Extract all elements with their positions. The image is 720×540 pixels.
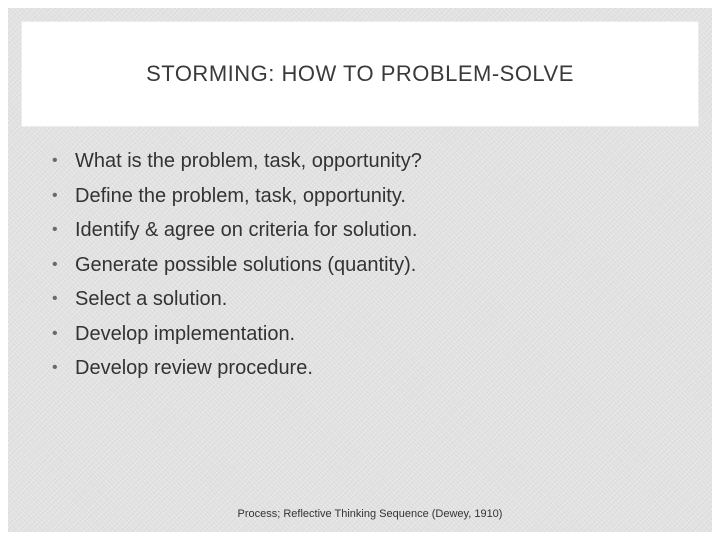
bullet-dot-icon: • bbox=[52, 290, 58, 307]
slide-title: STORMING: HOW TO PROBLEM-SOLVE bbox=[146, 61, 574, 86]
bullet-text: Develop review procedure. bbox=[75, 357, 313, 379]
bullet-dot-icon: • bbox=[52, 255, 58, 273]
bullet-text: Develop implementation. bbox=[75, 322, 296, 345]
bullet-dot-icon: • bbox=[52, 186, 58, 204]
footer-note: Process; Reflective Thinking Sequence (Dewey, 1910) bbox=[237, 508, 503, 520]
bullet-item bbox=[48, 179, 422, 214]
title-box bbox=[22, 22, 698, 126]
slide bbox=[8, 8, 712, 532]
bullet-dot-icon: • bbox=[52, 221, 58, 238]
bullet-text: What is the problem, task, opportunity? bbox=[75, 150, 422, 172]
bullet-text: Identify & agree on criteria for solution. bbox=[75, 219, 418, 241]
bullet-text: Define the problem, task, opportunity. bbox=[75, 184, 406, 207]
bullet-dot-icon: • bbox=[52, 359, 58, 376]
bullet-item bbox=[48, 144, 422, 179]
bullet-item bbox=[48, 317, 422, 352]
bullet-text: Generate possible solutions (quantity). bbox=[75, 253, 417, 276]
bullet-dot-icon: • bbox=[52, 152, 58, 169]
bullet-list bbox=[48, 144, 422, 386]
bullet-item bbox=[48, 213, 422, 248]
bullet-item bbox=[48, 351, 422, 386]
bullet-dot-icon: • bbox=[52, 324, 58, 342]
bullet-text: Select a solution. bbox=[75, 288, 228, 310]
bullet-item bbox=[48, 282, 422, 317]
bullet-item bbox=[48, 248, 422, 283]
